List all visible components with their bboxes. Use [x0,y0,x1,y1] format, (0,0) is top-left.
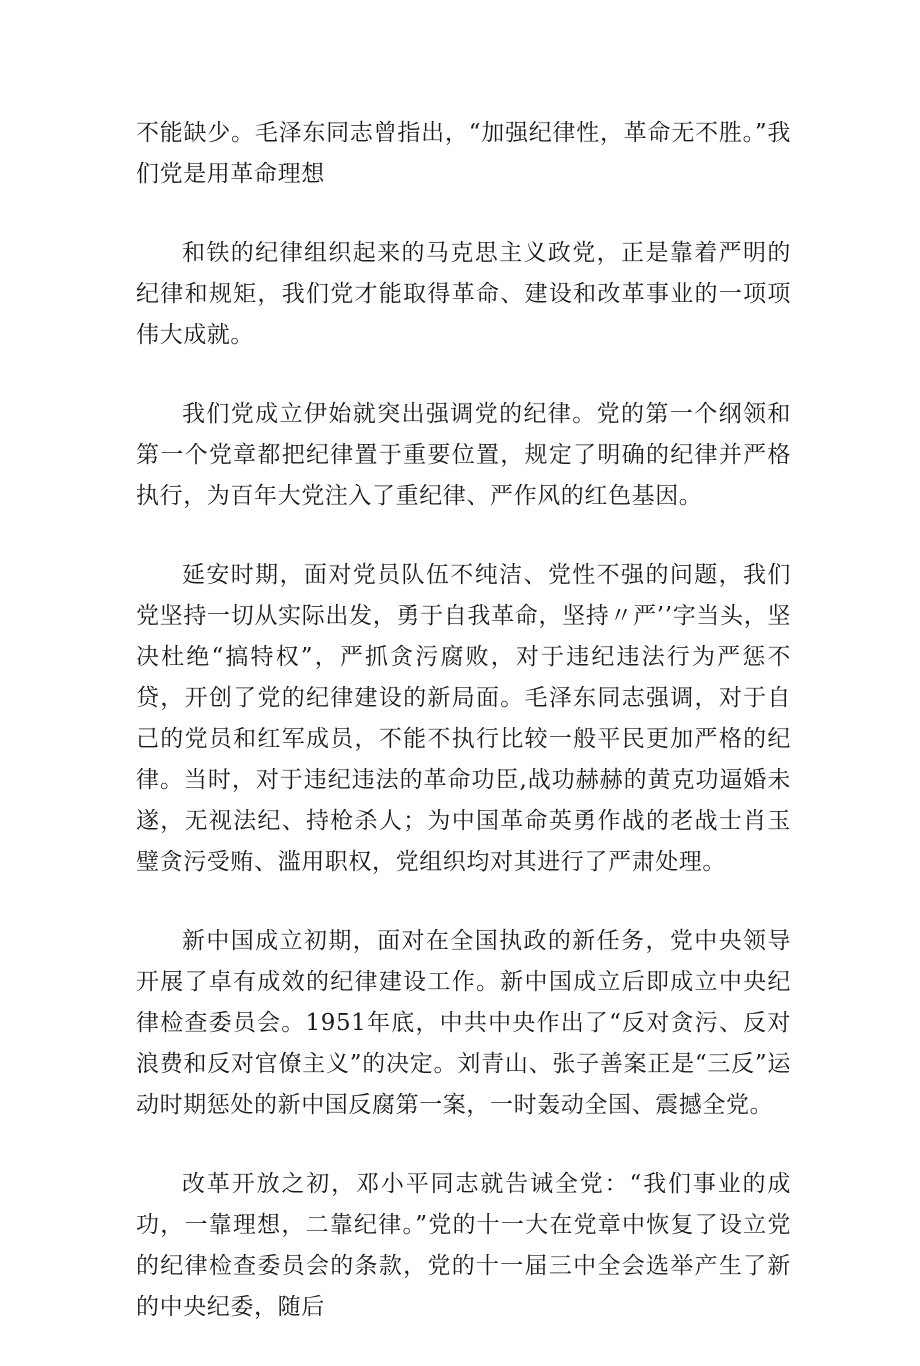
paragraph-4: 延安时期，面对党员队伍不纯洁、党性不强的问题，我们党坚持一切从实际出发，勇于自我革命，坚持〃严’’字当头，坚决杜绝“搞特权”，严抓贪污腐败，对于违纪违法行为严惩不贷，开创了党的纪律建设的新局面。毛泽东同志强调，对于自己的党员和红军成员，不能不执行比较一般平民更加严格的纪律。当时，对于违纪违法的革命功臣,战功赫赫的黄克功逼婚未遂，无视法纪、持枪杀人；为中国革命英勇作战的老战士肖玉璧贪污受贿、滥用职权，党组织均对其进行了严肃处理。 [136,562,791,875]
paragraph-2: 和铁的纪律组织起来的马克思主义政党，正是靠着严明的纪律和规矩，我们党才能取得革命、建设和改革事业的一项项伟大成就。 [136,240,791,348]
paragraph-3: 我们党成立伊始就突出强调党的纪律。党的第一个纲领和第一个党章都把纪律置于重要位置，规定了明确的纪律并严格执行，为百年大党注入了重纪律、严作风的红色基因。 [136,401,791,509]
paragraph-1: 不能缺少。毛泽东同志曾指出，“加强纪律性，革命无不胜。”我们党是用革命理想 [136,120,791,187]
paragraph-6: 改革开放之初，邓小平同志就告诫全党：“我们事业的成功，一靠理想，二靠纪律。”党的十一大在党章中恢复了设立党的纪律检查委员会的条款，党的十一届三中全会选举产生了新的中央纪委，随后 [136,1171,791,1320]
paragraph-5: 新中国成立初期，面对在全国执政的新任务，党中央领导开展了卓有成效的纪律建设工作。新中国成立后即成立中央纪律检查委员会。1951年底，中共中央作出了“反对贪污、反对浪费和反对官僚主义”的决定。刘青山、张子善案正是“三反”运动时期惩处的新中国反腐第一案，一时轰动全国、震撼全党。 [136,928,791,1118]
document-body [136,113,791,1366]
